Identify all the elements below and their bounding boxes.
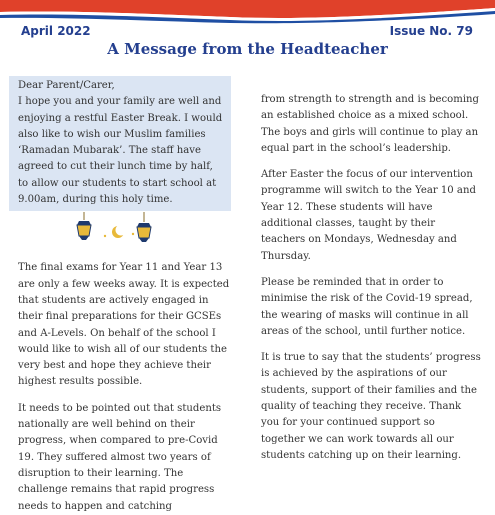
- intro-paragraph: I hope you and your family are well and enjoying a restful Easter Break. I would also like to wish our Muslim families ‘Ramadan Mubarak’. The staff have agreed to cut their lunch time by half, to allow our students to start school at 9.00am, during this holy time.: [18, 96, 223, 206]
- crescent-moon-icon: [112, 225, 127, 239]
- intervention-paragraph: After Easter the focus of our intervention programme will switch to the Year 10 and Year 12. These students will have additional classes, taught by their teachers on Mondays, Wednesday and Thursday.: [261, 169, 476, 262]
- issue-number: Issue No. 79: [389, 24, 473, 38]
- issue-date: April 2022: [21, 24, 91, 38]
- exams-paragraph: The final exams for Year 11 and Year 13 are only a few weeks away. It is expected that students are actively engaged in their final preparations for their GCSEs and A-Levels. On behalf of the school I would like to wish all of our students the very best and hope they achieve their highest results possible.: [18, 262, 230, 388]
- left-column: [18, 76, 231, 515]
- lantern-right-icon: [137, 212, 151, 242]
- greeting: Dear Parent/Carer,: [18, 80, 115, 91]
- page-title: A Message from the Headteacher: [107, 40, 388, 58]
- greeting-highlight-box: [9, 76, 231, 211]
- right-column: [261, 92, 481, 464]
- masks-paragraph: Please be reminded that in order to minimise the risk of the Covid-19 spread, the wearing of masks will continue in all areas of the school, until further notice.: [261, 276, 473, 337]
- aspirations-paragraph: It is true to say that the students’ progress is achieved by the aspirations of our students, support of their families and the quality of teaching they receive. Thank you for your continued support so together we can work towards all our students catching up on their learning.: [261, 352, 481, 461]
- progress-paragraph: It needs to be pointed out that students nationally are well behind on their progress, when compared to pre-Covid 19. They suffered almost two years of disruption to their learning. The challenge remains that rapid progress needs to happen and catching: [18, 402, 222, 512]
- continuation-paragraph: from strength to strength and is becoming an established choice as a mixed school. The boys and girls will continue to play an equal part in the school’s leadership.: [261, 94, 480, 154]
- header-banner: [0, 0, 495, 24]
- lantern-left-icon: [77, 212, 91, 240]
- ramadan-lanterns-crescent-icon: [73, 212, 193, 256]
